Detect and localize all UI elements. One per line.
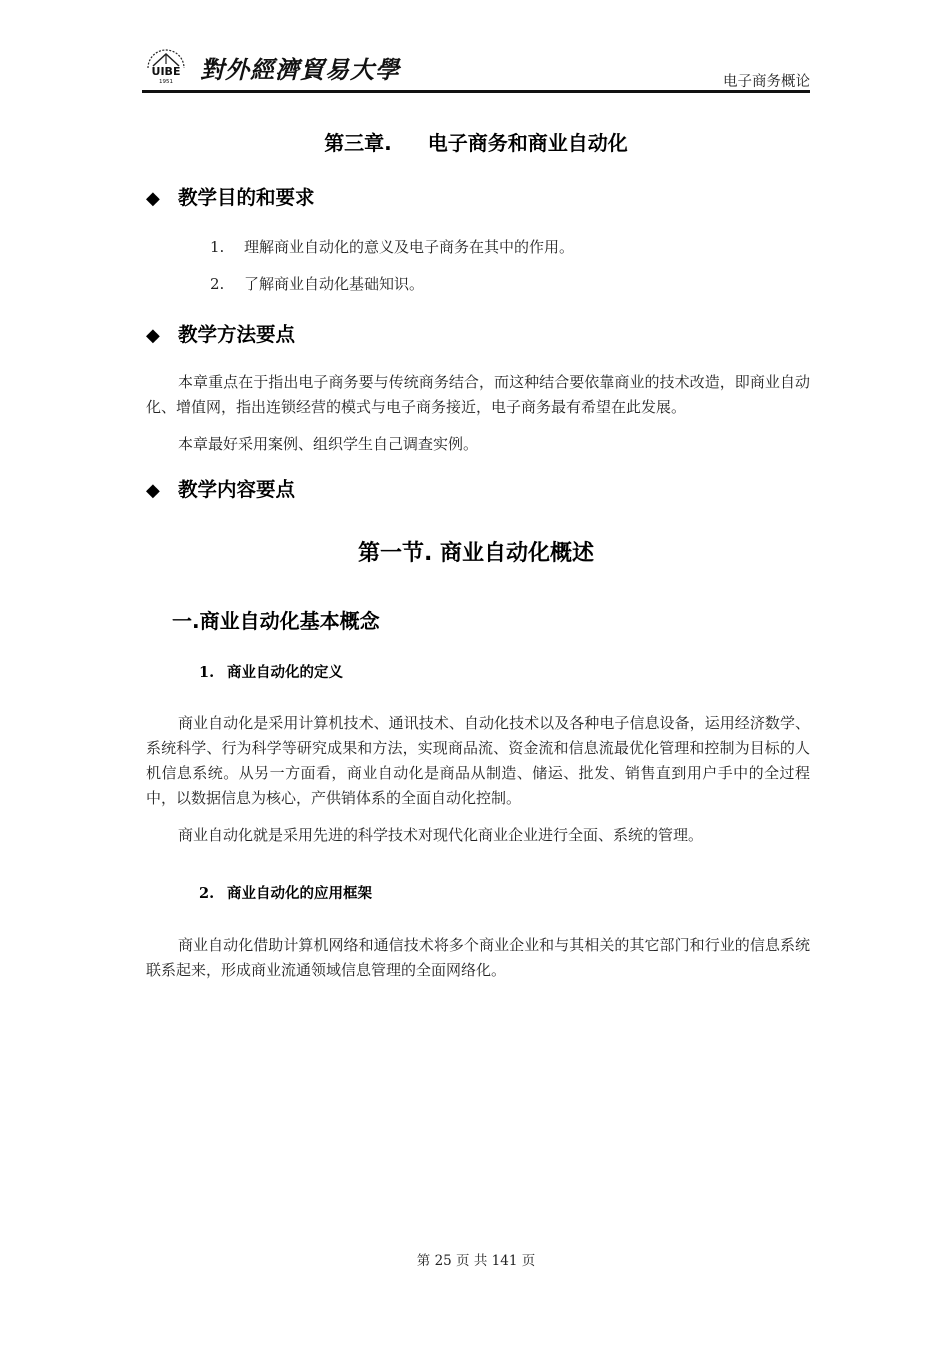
list-item-number: 2. [210,275,225,293]
course-title: 电子商务概论 [723,74,810,90]
chapter-number: 第三章. [324,131,392,155]
section-title: 第一节. 商业自动化概述 [357,541,595,566]
chapter-title [0,127,952,156]
objectives-heading-text: 教学目的和要求 [178,186,315,209]
paragraph: 本章重点在于指出电子商务要与传统商务结合，而这种结合要依靠商业的技术改造，即商业自动化、增值网，指出连锁经营的模式与电子商务接近，电子商务最有希望在此发展。 [146,373,810,416]
paragraph: 商业自动化就是采用先进的科学技术对现代化商业企业进行全面、系统的管理。 [178,826,704,844]
topic-number: 1. [199,664,215,681]
content-heading [146,474,295,502]
university-name: 對外經濟貿易大學 [200,55,400,84]
content-heading-text: 教学内容要点 [178,478,296,501]
chapter-name: 电子商务和商业自动化 [427,131,628,155]
logo-text: UIBE [151,65,181,78]
topic-title [199,661,343,682]
paragraph: 本章最好采用案例、组织学生自己调查实例。 [178,435,479,453]
list-item [210,273,424,294]
methods-heading [146,319,295,347]
topic-number: 2. [199,885,215,902]
diamond-bullet-icon: ◆ [146,480,160,501]
topic-title-text: 商业自动化的应用框架 [227,886,372,902]
methods-heading-text: 教学方法要点 [178,323,296,346]
diamond-bullet-icon: ◆ [146,325,160,346]
list-item-text: 了解商业自动化基础知识。 [244,275,425,293]
diamond-bullet-icon: ◆ [146,188,160,209]
topic-title-text: 商业自动化的定义 [227,665,343,681]
page-header [142,38,810,96]
logo-year: 1951 [159,79,173,84]
paragraph: 商业自动化借助计算机网络和通信技术将多个商业企业和与其相关的其它部门和行业的信息系统联系起来，形成商业流通领域信息管理的全面网络化。 [146,936,810,979]
page-footer: 第 25 页 共 141 页 [416,1253,536,1269]
list-item-number: 1. [210,238,225,256]
university-logo-icon [142,42,190,84]
topic-title [199,882,372,903]
list-item-text: 理解商业自动化的意义及电子商务在其中的作用。 [244,238,575,256]
subsection-title: 一.商业自动化基本概念 [172,609,380,633]
list-item [210,236,574,257]
objectives-heading [146,182,315,210]
paragraph: 商业自动化是采用计算机技术、通讯技术、自动化技术以及各种电子信息设备，运用经济数学、系统科学、行为科学等研究成果和方法，实现商品流、资金流和信息流最优化管理和控制为目标的人机信息系统。从另一方面看，商业自动化是商品从制造、储运、批发、销售直到用户手中的全过程中，以数据信息为核心，产供销体系的全面自动化控制。 [146,714,810,807]
header-rule [142,90,810,93]
